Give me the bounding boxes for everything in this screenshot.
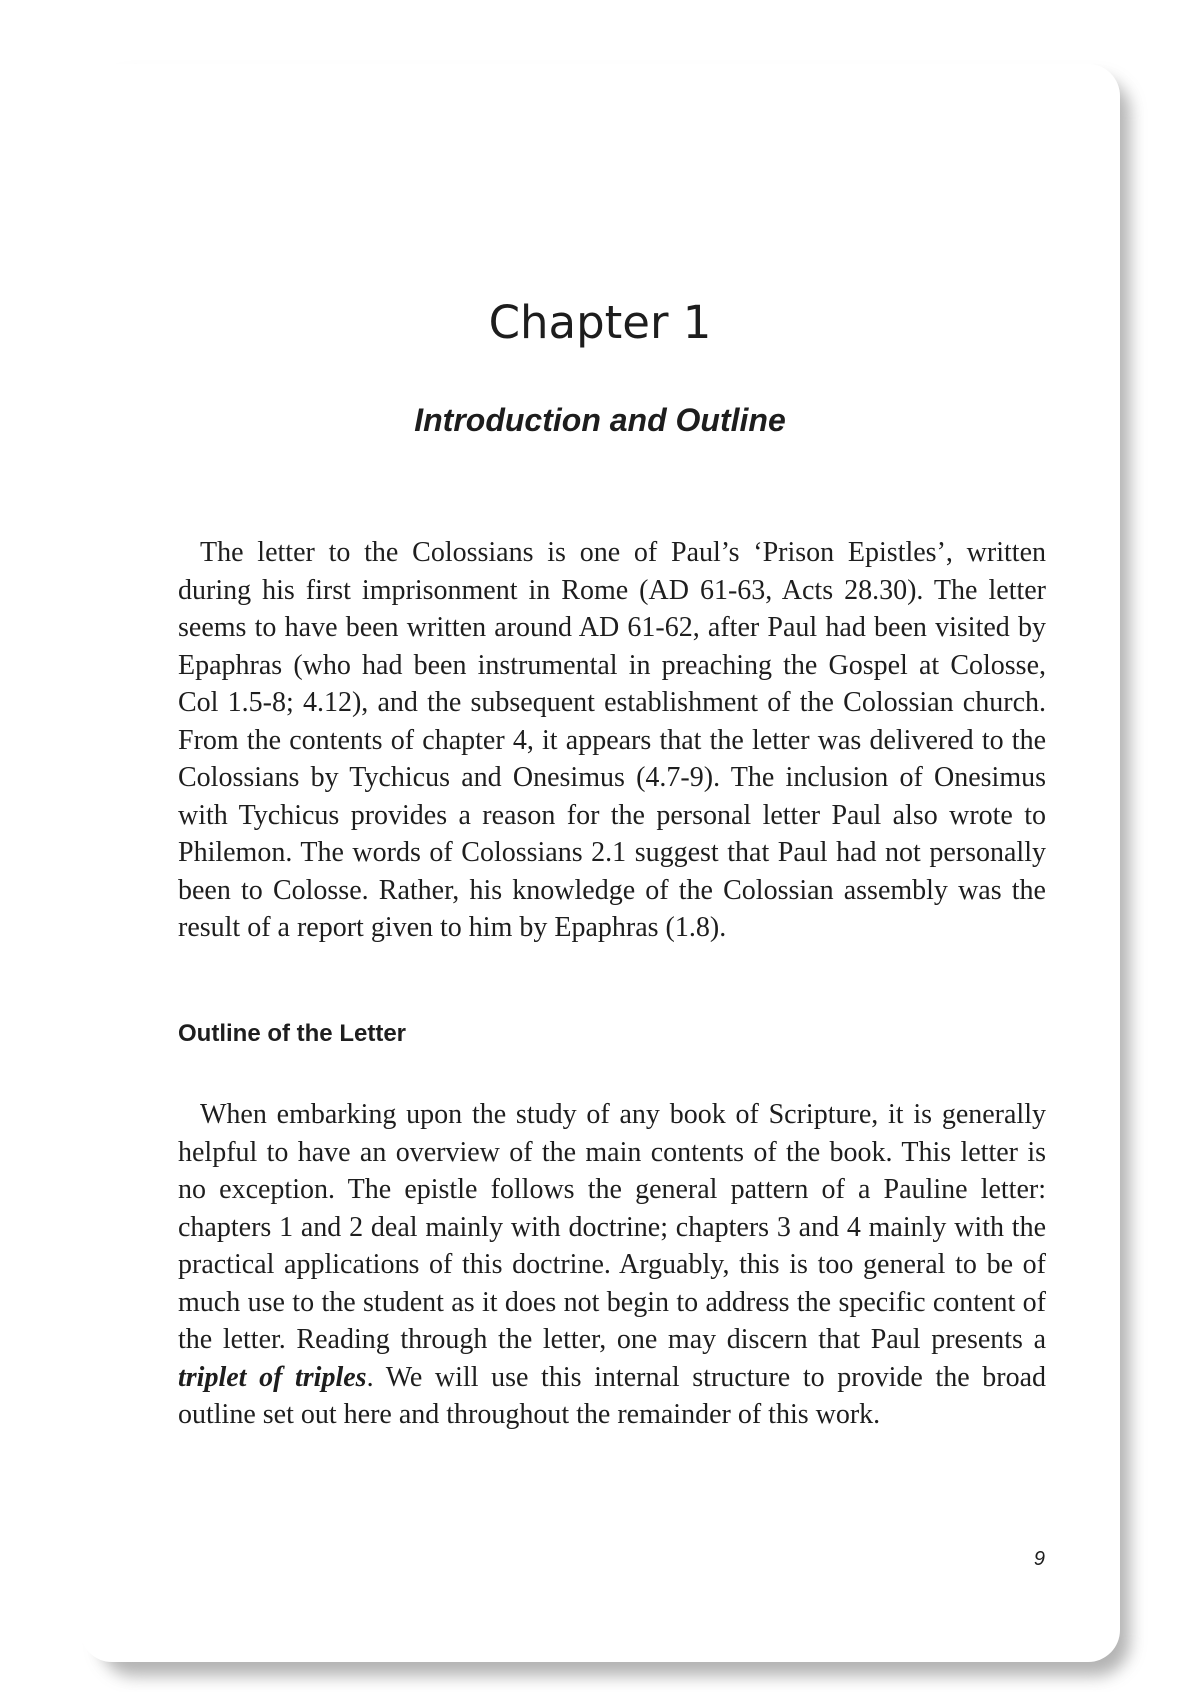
outline-paragraph-text-end: . We will use this internal structure to provide the broad outline set out here and throughout the remainder of this work. (178, 1361, 1046, 1430)
chapter-title: Chapter 1 (488, 296, 712, 349)
emphasized-phrase: triplet of triples (178, 1361, 367, 1393)
chapter-subtitle: Introduction and Outline (414, 402, 786, 438)
section-heading: Outline of the Letter (178, 1020, 406, 1047)
outline-paragraph-text-start: When embarking upon the study of any book of Scripture, it is generally helpful to have an overview of the main contents of the book. This letter is no exception. The epistle follows the general pattern of a Pauline letter: chapters 1 and 2 deal mainly with doctrine; chapters 3 and 4 mainly with the practical applications of this doctrine. Arguably, this is too general to be of much use to the student as it does not begin to address the specific content of the letter. Reading through the letter, one may discern that Paul presents a (178, 1099, 1046, 1355)
page-number: 9 (1033, 1548, 1045, 1570)
outline-paragraph (178, 1096, 1046, 1434)
intro-paragraph: The letter to the Colossians is one of Paul’s ‘Prison Epistles’, written during his first imprisonment in Rome (AD 61-63, Acts 28.30). The letter seems to have been written around AD 61-62, after Paul had been visited by Epaphras (who had been instrumental in preaching the Gospel at Colosse, Col 1.5-8; 4.12), and the subsequent establishment of the Colossian church. From the contents of chapter 4, it appears that the letter was delivered to the Colossians by Tychicus and Onesimus (4.7-9). The inclusion of Onesimus with Tychicus provides a reason for the personal letter Paul also wrote to Philemon. The words of Colossians 2.1 suggest that Paul had not personally been to Colosse. Rather, his knowledge of the Colossian assembly was the result of a report given to him by Epaphras (1.8). (178, 537, 1046, 943)
book-page (80, 64, 1120, 1662)
